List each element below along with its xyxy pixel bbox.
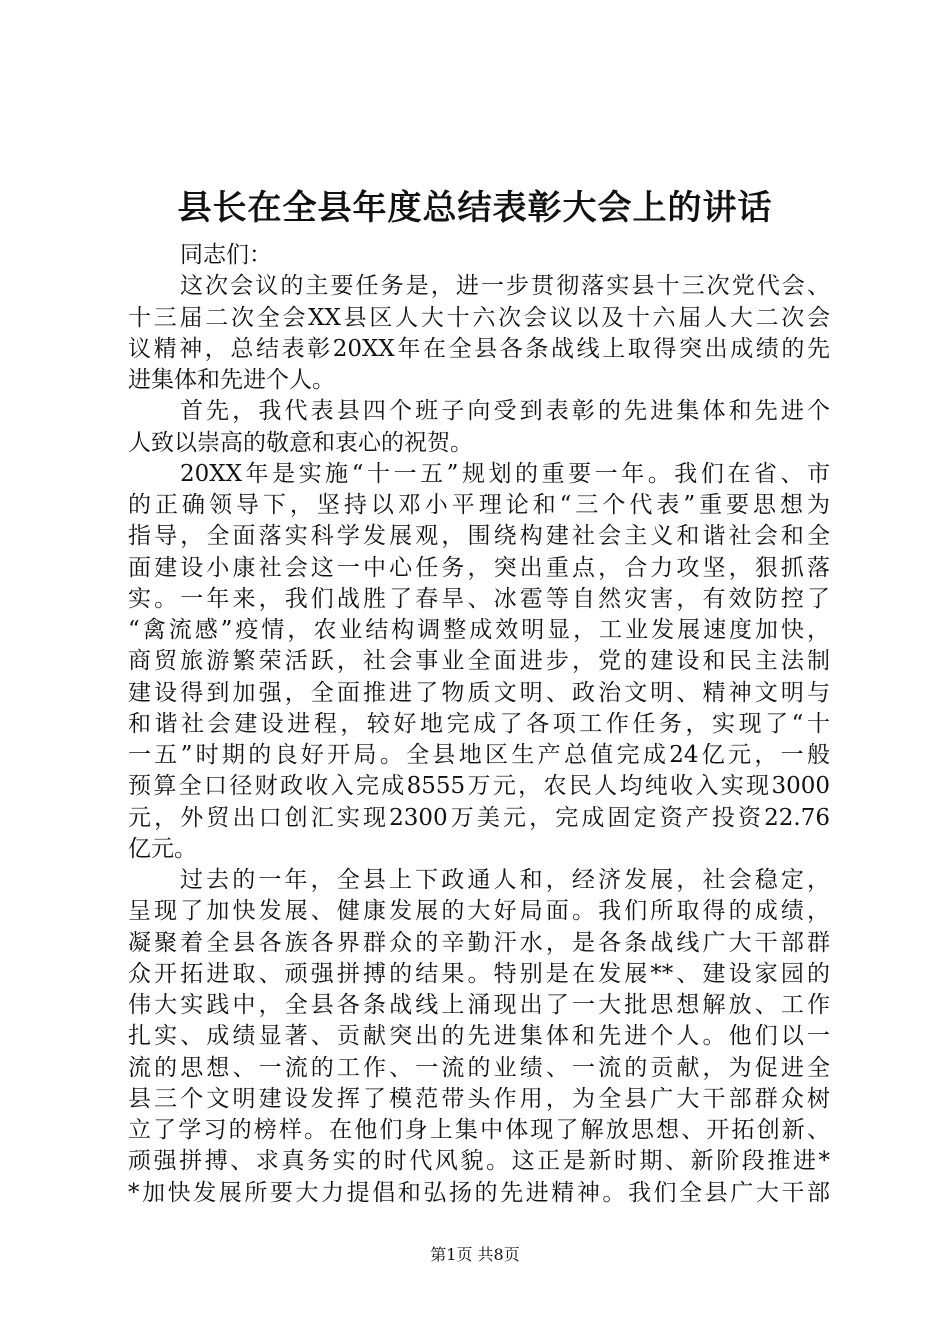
paragraph-line: 20XX年是实施“十一五”规划的重要一年。我们在省、市 [180, 460, 830, 487]
paragraph-line: 县三个文明建设发挥了模范带头作用，为全县广大干部群众树 [128, 1085, 830, 1112]
paragraph-line: 元，外贸出口创汇实现2300万美元，完成固定资产投资22.76 [128, 804, 830, 831]
salutation: 同志们： [180, 242, 272, 268]
paragraph-line: 指导，全面落实科学发展观，围绕构建社会主义和谐社会和全 [128, 523, 830, 550]
paragraph-line: 的正确领导下，坚持以邓小平理论和“三个代表”重要思想为 [128, 492, 830, 518]
paragraph-line: 实。一年来，我们战胜了春旱、冰雹等自然灾害，有效防控了 [128, 585, 830, 612]
paragraph-line: 伟大实践中，全县各条战线上涌现出了一大批思想解放、工作 [128, 992, 830, 1018]
paragraph-line: 商贸旅游繁荣活跃，社会事业全面进步，党的建设和民主法制 [128, 648, 830, 675]
paragraph-line: 这次会议的主要任务是，进一步贯彻落实县十三次党代会、 [180, 273, 830, 300]
paragraph-line: 十三届二次全会XX县区人大十六次会议以及十六届人大二次会 [128, 304, 830, 331]
paragraph-line: 众开拓进取、顽强拼搏的结果。特别是在发展**、建设家园的 [128, 960, 830, 987]
page-number-footer: 第1页 共8页 [430, 1245, 520, 1264]
paragraph-line: 顽强拼搏、求真务实的时代风貌。这正是新时期、新阶段推进* [128, 1148, 830, 1175]
paragraph-line: 亿元。 [128, 835, 197, 862]
paragraph-line: 议精神，总结表彰20XX年在全县各条战线上取得突出成绩的先 [128, 335, 830, 362]
paragraph-line: 和谐社会建设进程，较好地完成了各项工作任务，实现了“十 [128, 710, 830, 737]
paragraph-line: 建设得到加强，全面推进了物质文明、政治文明、精神文明与 [128, 679, 830, 706]
paragraph-line: 立了学习的榜样。在他们身上集中体现了解放思想、开拓创新、 [128, 1117, 830, 1143]
document-title: 县长在全县年度总结表彰大会上的讲话 [177, 188, 773, 228]
paragraph-line: 扎实、成绩显著、贡献突出的先进集体和先进个人。他们以一 [128, 1023, 830, 1050]
paragraph-line: 呈现了加快发展、健康发展的大好局面。我们所取得的成绩， [128, 898, 830, 925]
paragraph-line: 进集体和先进个人。 [128, 367, 335, 393]
paragraph-line: 一五”时期的良好开局。全县地区生产总值完成24亿元，一般 [128, 742, 830, 768]
paragraph-line: 首先，我代表县四个班子向受到表彰的先进集体和先进个 [180, 398, 830, 425]
paragraph-line: 过去的一年，全县上下政通人和，经济发展，社会稳定， [180, 867, 830, 893]
paragraph-line: 凝聚着全县各族各界群众的辛勤汗水，是各条战线广大干部群 [128, 929, 830, 956]
paragraph-line: 人致以崇高的敬意和衷心的祝贺。 [128, 429, 473, 456]
paragraph-line: 面建设小康社会这一中心任务，突出重点，合力攻坚，狠抓落 [128, 554, 830, 581]
document-body [128, 240, 830, 1209]
paragraph-line: 流的思想、一流的工作、一流的业绩、一流的贡献，为促进全 [128, 1054, 830, 1081]
paragraph-line: 预算全口径财政收入完成8555万元，农民人均纯收入实现3000 [128, 773, 830, 800]
paragraph-line: “禽流感”疫情，农业结构调整成效明显，工业发展速度加快， [128, 617, 830, 643]
paragraph-line: *加快发展所要大力提倡和弘扬的先进精神。我们全县广大干部 [128, 1179, 830, 1206]
